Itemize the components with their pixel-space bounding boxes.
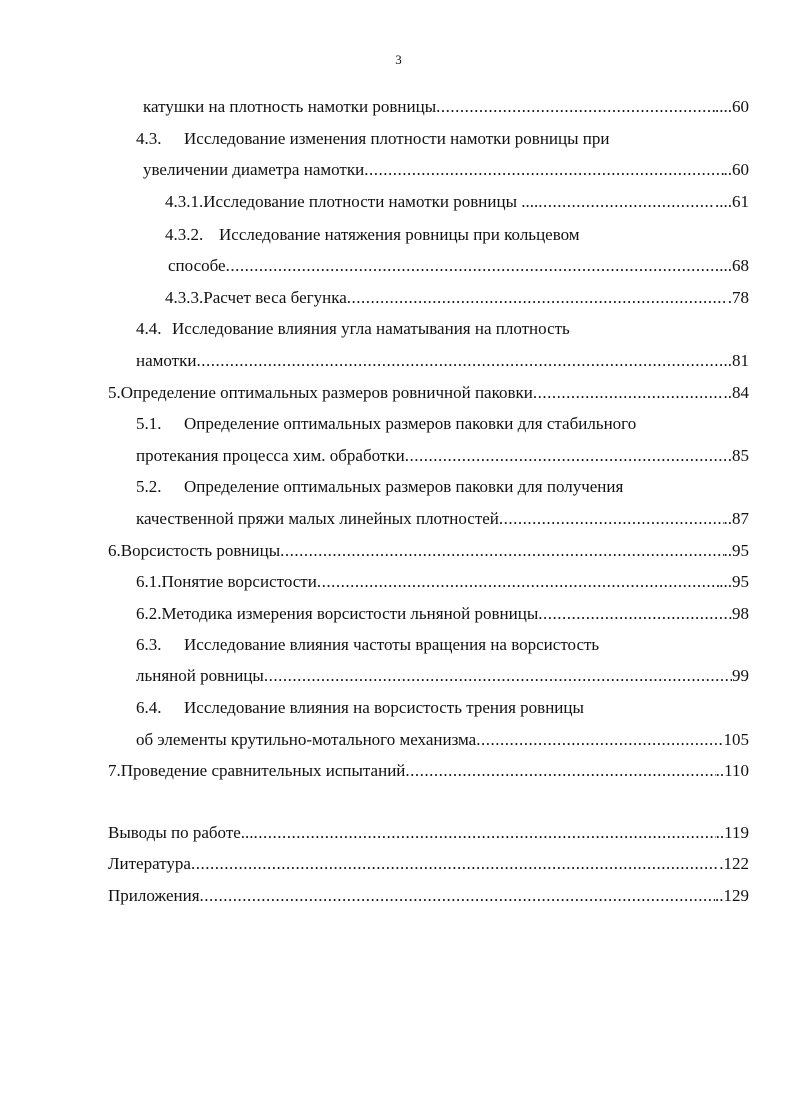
toc-entry [108,885,749,907]
toc-entry-text: Ворсистость ровницы [120,541,281,560]
toc-entry-page: ..95 [723,541,749,560]
toc-entry-page: 98 [732,604,749,623]
toc-entry-text: качественной пряжи малых линейных плотностей [136,509,499,528]
toc-entry-page: ..110 [715,761,749,780]
dot-leader [317,571,719,593]
toc-entry-page: ..119 [715,823,749,842]
toc-entry-number: 5.2. [136,477,162,496]
toc-entry [136,603,749,625]
toc-entry-text: об элементы крутильно-мотального механизма [136,730,477,749]
toc-entry-page: ..60 [723,160,749,179]
toc-entry-page: 105 [723,730,749,749]
toc-entry-text: протекания процесса хим. обработки [136,446,405,465]
dot-leader [347,287,728,309]
toc-entry-text: Методика измерения ворсистости льняной ровницы [161,604,539,623]
toc-entry-page: ..129 [715,886,749,905]
page-number: 3 [395,52,402,67]
toc-entry [165,224,580,246]
toc-entry-number: 6.3. [136,635,162,654]
toc-entry-page: ...68 [719,256,749,275]
dot-leader [538,603,732,625]
dot-leader [499,508,724,530]
toc-entry-page: 99 [732,666,749,685]
toc-entry-number: 6.1. [136,572,162,591]
toc-entry-page: ....60 [715,97,749,116]
toc-entry-number: 4.4. [136,319,162,338]
dot-leader [436,96,715,118]
toc-entry [143,96,749,118]
dot-leader [200,885,715,907]
toc-entry [136,634,599,656]
toc-entry-text: Проведение сравнительных испытаний [120,761,406,780]
toc-entry [108,822,749,844]
dot-leader [191,853,719,875]
toc-entry-text: Литература [108,854,191,873]
toc-entry-text: Определение оптимальных размеров паковки для получения [184,477,624,496]
toc-entry [136,413,636,435]
dot-leader [538,191,715,213]
toc-entry [136,350,749,372]
toc-entry-text: Приложения [108,886,200,905]
toc-entry [136,128,609,150]
toc-entry [143,159,749,181]
dot-leader [226,255,720,277]
toc-entry-text: Исследование плотности намотки ровницы .... [203,192,539,211]
toc-entry-text: способе [168,256,226,275]
toc-entry-text: Понятие ворсистости [161,572,317,591]
toc-entry [136,665,749,687]
toc-entry-number: 6.4. [136,698,162,717]
toc-entry-page: .78 [727,288,749,307]
toc-entry-number: 5.1. [136,414,162,433]
toc-entry [136,508,749,530]
toc-entry-number: 6.2. [136,604,162,623]
toc-entry [136,571,749,593]
toc-entry-text: намотки [136,351,197,370]
toc-entry-text: Расчет веса бегунка [203,288,347,307]
dot-leader [264,665,732,687]
toc-entry-text: Исследование изменения плотности намотки ровницы при [184,129,610,148]
toc-entry [136,697,584,719]
toc-entry [136,318,570,340]
toc-entry-page: 85 [732,446,749,465]
toc-entry-text: Исследование натяжения ровницы при кольцевом [219,225,580,244]
dot-leader [405,445,732,467]
toc-entry-text: Исследование влияния угла наматывания на плотность [172,319,570,338]
toc-entry-text: льняной ровницы [136,666,264,685]
dot-leader [533,382,724,404]
toc-entry [168,255,749,277]
dot-leader [254,822,716,844]
toc-entry-page: ..87 [723,509,749,528]
toc-entry-text: увеличении диаметра намотки [143,160,365,179]
toc-entry-text: Определение оптимальных размеров ровничной паковки [120,383,533,402]
toc-entry-number: 6. [108,541,121,560]
toc-entry-page: ....61 [715,192,749,211]
toc-entry-number: 4.3. [136,129,162,148]
toc-entry-page: ...95 [719,572,749,591]
toc-entry-number: 4.3.3. [165,288,204,307]
toc-entry [136,476,623,498]
toc-entry [165,191,749,213]
toc-entry-text: Исследование влияния частоты вращения на ворсистость [184,635,600,654]
toc-entry-number: 4.3.2. [165,225,204,244]
dot-leader [280,540,723,562]
dot-leader [476,729,723,751]
toc-entry [136,729,749,751]
toc-entry [165,287,749,309]
toc-entry [108,853,749,875]
toc-entry-text: Выводы по работе... [108,823,254,842]
toc-entry-text: Определение оптимальных размеров паковки для стабильного [184,414,637,433]
toc-entry-page: .122 [719,854,749,873]
toc-entry [108,540,749,562]
toc-entry-text: катушки на плотность намотки ровницы [143,97,437,116]
toc-entry-number: 4.3.1. [165,192,204,211]
toc-entry [108,760,749,782]
toc-entry-text: Исследование влияния на ворсистость трения ровницы [184,698,584,717]
dot-leader [196,350,723,372]
toc-entry-page: ..81 [723,351,749,370]
toc-entry-number: 7. [108,761,121,780]
dot-leader [405,760,715,782]
toc-entry [136,445,749,467]
toc-entry [108,382,749,404]
toc-entry-page: ..84 [723,383,749,402]
toc-entry-number: 5. [108,383,121,402]
dot-leader [364,159,723,181]
